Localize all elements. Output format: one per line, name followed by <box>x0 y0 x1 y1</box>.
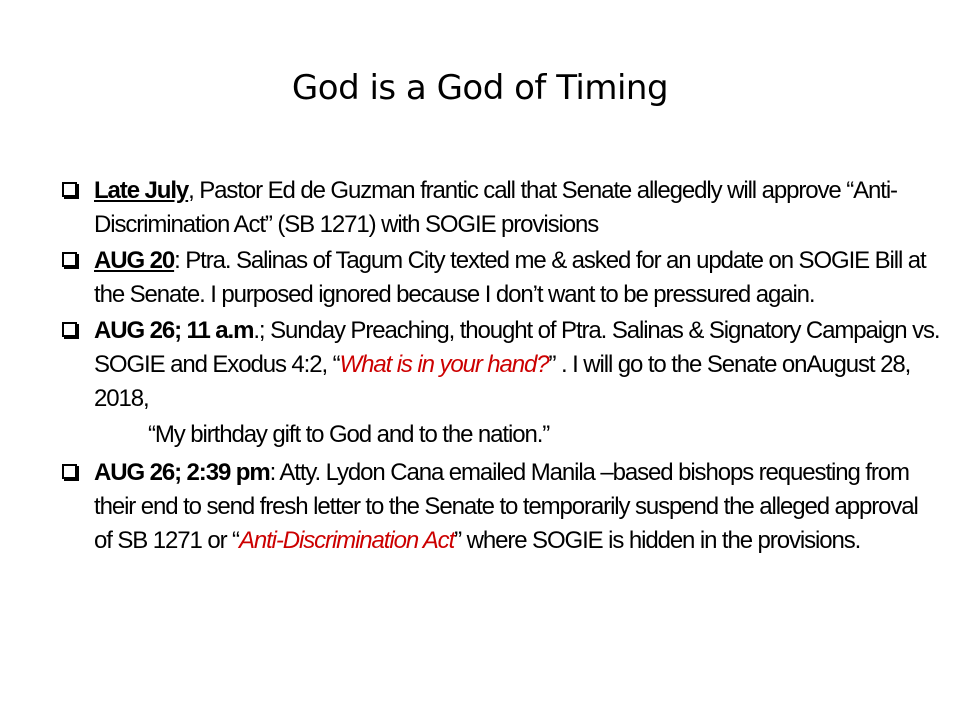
bullet-text: ” where SOGIE is hidden in the provisions. <box>454 527 861 554</box>
bullet-lead: Late July <box>94 177 189 204</box>
bullet-text: ” . I will go to the Senate onAugust 28, 2018, <box>94 351 911 412</box>
bullet-text: : Ptra. Salinas of Tagum City texted me & asked for an update on SOGIE Bill at the Senate. I purposed ignored because I don’t want to be pressured again. <box>94 247 926 308</box>
bullet-text: .; Sunday Preaching, thought of Ptra. Salinas & Signatory Campaign vs. SOGIE and Exodus 4:2, “ <box>94 317 940 378</box>
quote-line: “My birthday gift to God and to the nation.” <box>148 421 550 448</box>
bullet-text: : Atty. Lydon Cana emailed Manila –based bishops requesting from their end to send fresh letter to the Senate to temporarily suspend the alleged approval of SB 1271 or “ <box>94 459 918 554</box>
bullet-item <box>60 174 940 242</box>
bullet-lead: AUG 26; 11 a.m <box>94 317 254 344</box>
bullet-item <box>60 456 940 558</box>
bullet-item <box>60 244 940 312</box>
highlight-text: What is in your hand? <box>339 351 549 378</box>
checkbox-square-icon <box>62 464 77 479</box>
highlight-text: Anti-Discrimination Act <box>238 527 455 554</box>
bullet-item <box>60 314 940 416</box>
checkbox-square-icon <box>62 322 77 337</box>
bullet-lead: AUG 26; 2:39 pm <box>94 459 270 486</box>
checkbox-square-icon <box>62 182 77 197</box>
bullet-list <box>60 174 940 560</box>
checkbox-square-icon <box>62 252 77 267</box>
bullet-text: , Pastor Ed de Guzman frantic call that Senate allegedly will approve “Anti-Discrimination Act” (SB 1271) with SOGIE provisions <box>94 177 897 238</box>
slide-title: God is a God of Timing <box>291 68 669 108</box>
bullet-lead: AUG 20 <box>94 247 175 274</box>
